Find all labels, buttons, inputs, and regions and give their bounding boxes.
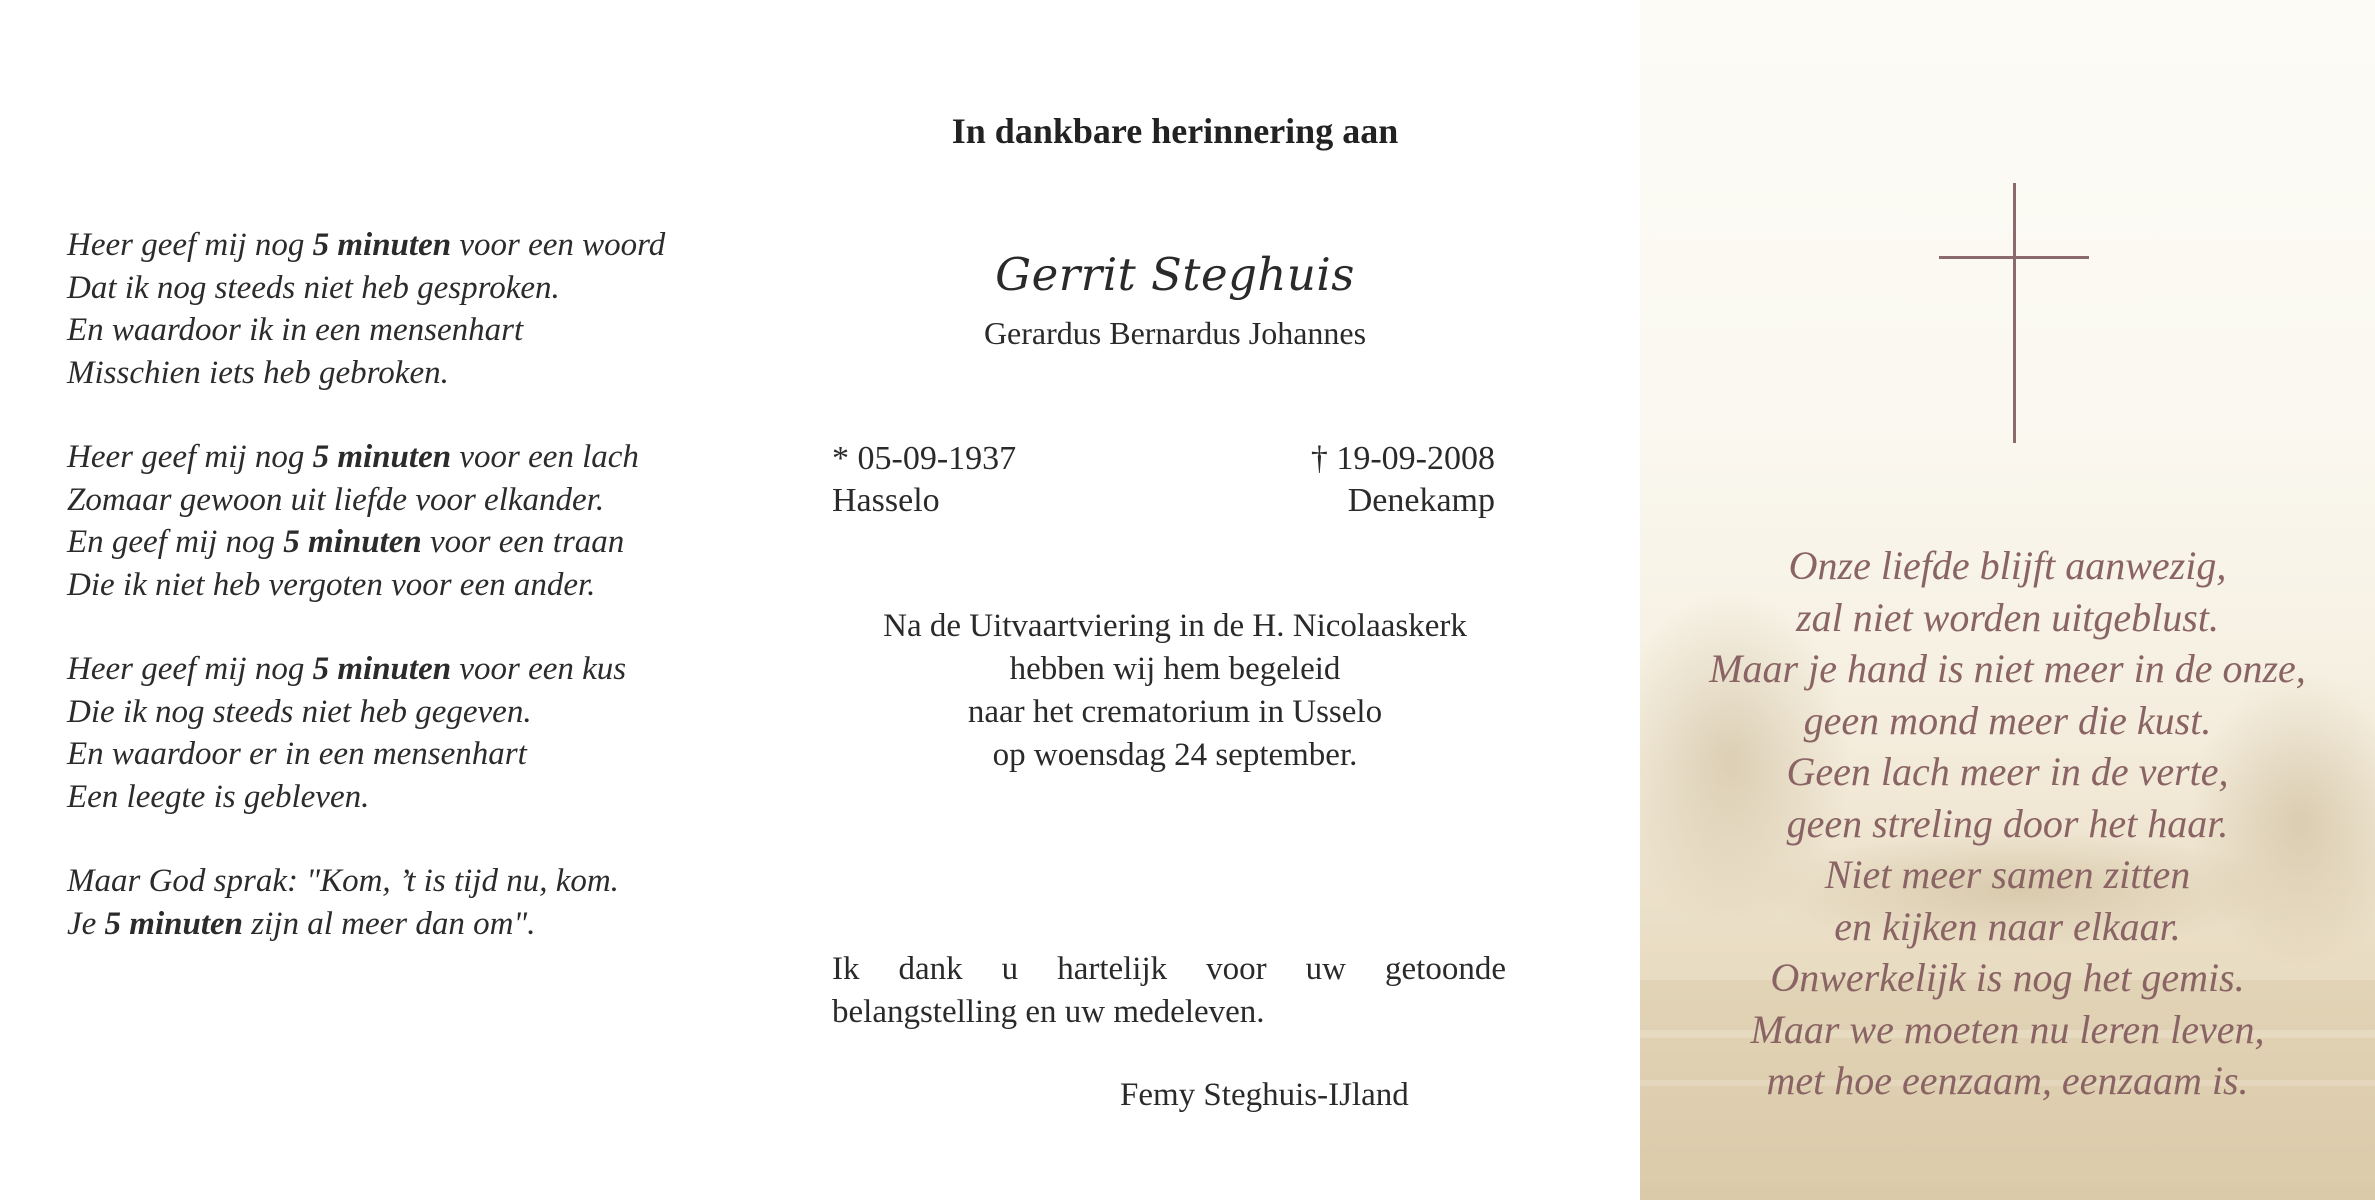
verse-line: zal niet worden uitgeblust. bbox=[1796, 594, 2219, 640]
deceased-name: Gerrit Steghuis bbox=[995, 248, 1355, 301]
service-line: hebben wij hem begeleid bbox=[1009, 651, 1341, 687]
poem-line: Misschien iets heb gebroken. bbox=[67, 354, 449, 391]
verse-line: Geen lach meer in de verte, bbox=[1786, 749, 2229, 794]
poem-stanza bbox=[67, 860, 665, 945]
signature: Femy Steghuis-IJland bbox=[1120, 1077, 1409, 1113]
heading: In dankbare herinnering aan bbox=[951, 111, 1399, 151]
verse-line: Maar we moeten nu leren leven, bbox=[1750, 1006, 2265, 1052]
verse-line: en kijken naar elkaar. bbox=[1834, 903, 2181, 949]
poem-line: Heer geef mij nog 5 minuten voor een woord bbox=[67, 227, 666, 263]
poem-panel bbox=[0, 0, 800, 1200]
poem-line: Die ik nog steeds niet heb gegeven. bbox=[67, 693, 532, 730]
poem-line: Heer geef mij nog 5 minuten voor een kus bbox=[67, 651, 627, 687]
thanks-text: Ik dank u hartelijk voor uw getoonde belangstelling en uw medeleven. bbox=[832, 951, 1506, 1030]
birth-place: Hasselo bbox=[832, 482, 940, 519]
death-date: † 19-09-2008 bbox=[1310, 440, 1495, 477]
poem-line: Die ik niet heb vergoten voor een ander. bbox=[67, 566, 596, 603]
service-line: op woensdag 24 september. bbox=[992, 737, 1358, 773]
poem-stanza bbox=[67, 224, 665, 394]
verse-panel bbox=[1640, 0, 2375, 1200]
birth-info bbox=[832, 438, 1016, 522]
verse-line: Onze liefde blijft aanwezig, bbox=[1788, 543, 2227, 588]
poem-line: En waardoor ik in een mensenhart bbox=[67, 312, 524, 348]
poem-line: Je 5 minuten zijn al meer dan om". bbox=[67, 905, 536, 942]
cross-icon bbox=[1939, 183, 2089, 443]
verse-line: geen streling door het haar. bbox=[1786, 800, 2229, 846]
verse-line: geen mond meer die kust. bbox=[1803, 697, 2212, 743]
poem-line: En geef mij nog 5 minuten voor een traan bbox=[67, 524, 625, 560]
service-line: naar het crematorium in Usselo bbox=[967, 694, 1383, 730]
info-panel bbox=[800, 0, 1560, 1200]
poem-stanza bbox=[67, 648, 665, 818]
service-text bbox=[830, 605, 1520, 777]
poem-line: Zomaar gewoon uit liefde voor elkander. bbox=[67, 481, 605, 518]
poem-stanza bbox=[67, 436, 665, 606]
verse bbox=[1640, 540, 2375, 1107]
service-line: Na de Uitvaartviering in de H. Nicolaaskerk bbox=[883, 608, 1467, 644]
poem-line: Heer geef mij nog 5 minuten voor een lach bbox=[67, 439, 639, 475]
verse-line: met hoe eenzaam, eenzaam is. bbox=[1766, 1058, 2249, 1103]
verse-line: Maar je hand is niet meer in de onze, bbox=[1709, 646, 2306, 691]
poem-line: Maar God sprak: "Kom, ’t is tijd nu, kom. bbox=[67, 863, 619, 899]
death-info bbox=[1311, 438, 1495, 522]
poem-line: En waardoor er in een mensenhart bbox=[67, 736, 527, 772]
verse-line: Niet meer samen zitten bbox=[1824, 852, 2191, 897]
deceased-full-name: Gerardus Bernardus Johannes bbox=[983, 315, 1367, 351]
death-place: Denekamp bbox=[1347, 482, 1495, 519]
poem-line: Een leegte is gebleven. bbox=[67, 778, 370, 815]
birth-date: * 05-09-1937 bbox=[832, 440, 1017, 477]
verse-line: Onwerkelijk is nog het gemis. bbox=[1770, 955, 2245, 1000]
poem bbox=[67, 224, 665, 987]
poem-line: Dat ik nog steeds niet heb gesproken. bbox=[67, 269, 560, 306]
